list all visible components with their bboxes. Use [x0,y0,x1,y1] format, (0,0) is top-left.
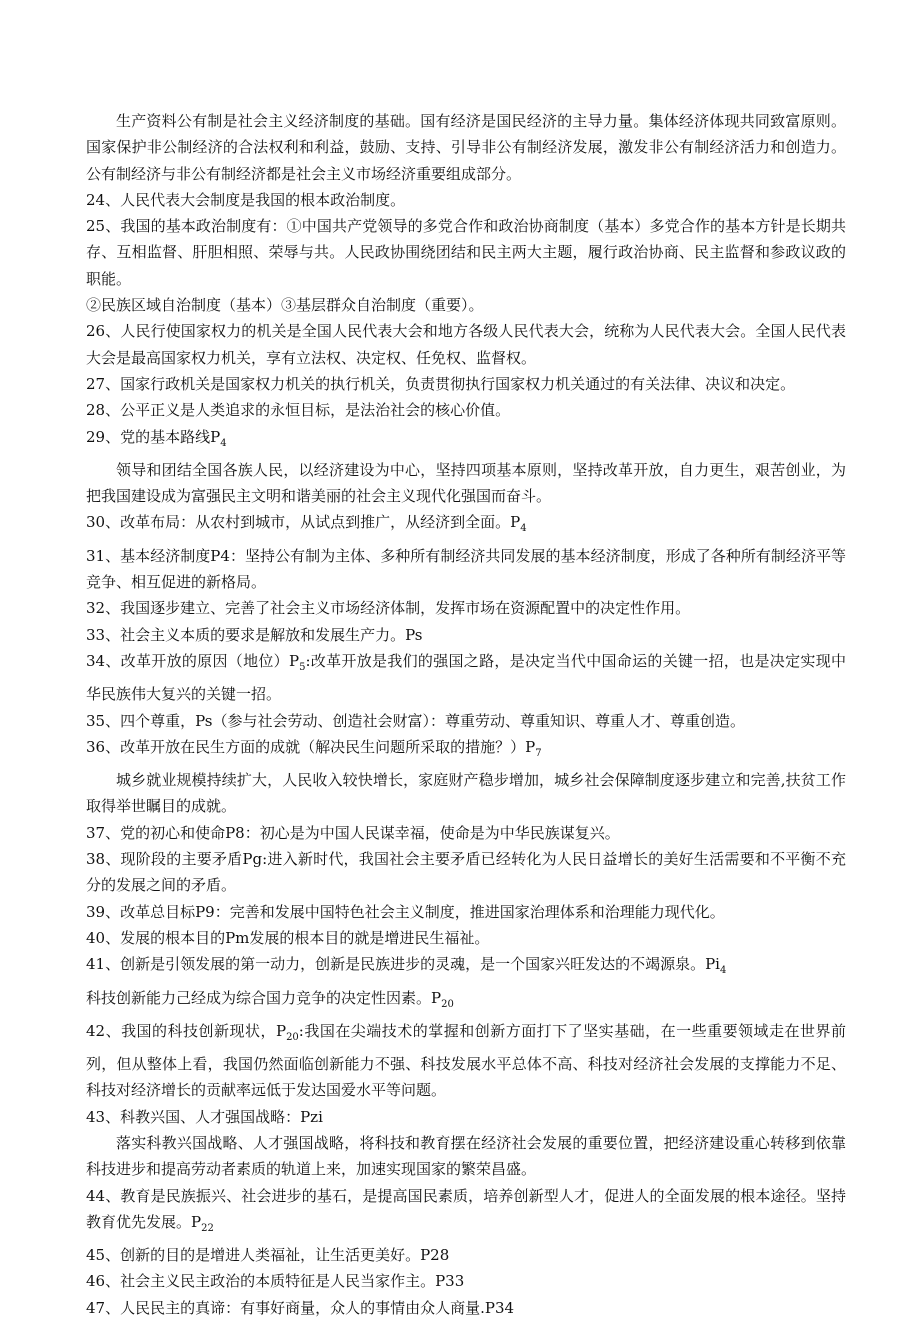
paragraph [86,397,846,423]
paragraph [86,648,846,708]
page-subscript: 4 [719,965,727,977]
paragraph [86,846,846,899]
paragraph-text: 27、国家行政机关是国家权力机关的执行机关，负责贯彻执行国家权力机关通过的有关法律、决议和决定。 [86,374,796,393]
paragraph-text: 34、改革开放的原因（地位）P [86,651,300,670]
paragraph-text: 24、人民代表大会制度是我国的根本政治制度。 [86,190,406,209]
paragraph-text: 40、发展的根本目的Pm发展的根本目的就是增进民生福祉。 [86,928,490,947]
paragraph [86,1130,846,1183]
paragraph [86,543,846,596]
page-subscript: 5 [299,661,306,673]
paragraph-text: 落实科教兴国战略、人才强国战略，将科技和教育摆在经济社会发展的重要位置，把经济建设重心转移到依靠科技进步和提高劳动者素质的轨道上来，加速实现国家的繁荣昌盛。 [86,1133,846,1179]
paragraph [86,899,846,925]
paragraph-text: 科技创新能力己经成为综合国力竞争的决定性因素。P [86,988,442,1007]
paragraph [86,187,846,213]
paragraph [86,925,846,951]
paragraph [86,108,846,187]
paragraph [86,457,846,510]
paragraph-text: 42、我国的科技创新现状，P [86,1021,287,1040]
paragraph-text: 31、基本经济制度P4：坚持公有制为主体、多种所有制经济共同发展的基本经济制度，形成了各种所有制经济平等竞争、相互促进的新格局。 [86,546,846,592]
paragraph [86,734,846,767]
page-subscript: 22 [201,1222,214,1234]
page-subscript: 4 [520,523,527,535]
paragraph [86,985,846,1018]
paragraph [86,595,846,621]
paragraph-text: 46、社会主义民主政治的本质特征是人民当家作主。P33 [86,1272,465,1291]
paragraph-text: 47、人民民主的真谛：有事好商量，众人的事情由众人商量.P34 [86,1298,515,1317]
paragraph [86,951,846,984]
paragraph-text: 41、创新是引领发展的第一动力，创新是民族进步的灵魂，是一个国家兴旺发达的不竭源泉。Pi [86,955,720,974]
paragraph [86,1104,846,1130]
paragraph-text: ②民族区域自治制度（基本）③基层群众自治制度（重要）。 [86,296,484,315]
paragraph [86,318,846,371]
paragraph-text: 45、创新的目的是增进人类福祉，让生活更美好。P28 [86,1246,450,1265]
paragraph [86,424,846,457]
paragraph-text: 44、教育是民族振兴、社会进步的基石，是提高国民素质，培养创新型人才，促进人的全面发展的根本途径。坚持教育优先发展。P [86,1186,846,1231]
paragraph-text: 35、四个尊重，Ps（参与社会劳动、创造社会财富）：尊重劳动、尊重知识、尊重人才、尊重创造。 [86,711,745,730]
document-body [86,108,846,1321]
paragraph [86,1183,846,1243]
paragraph-text: 43、科教兴国、人才强国战略：Pzi [86,1107,323,1126]
paragraph-text: 30、改革布局：从农村到城市，从试点到推广，从经济到全面。P [86,513,521,532]
page-subscript: 20 [441,998,454,1010]
page-subscript: 20 [286,1031,299,1043]
paragraph-text: 39、改革总目标P9：完善和发展中国特色社会主义制度，推进国家治理体系和治理能力现代化。 [86,902,725,921]
paragraph-text: 32、我国逐步建立、完善了社会主义市场经济体制，发挥市场在资源配置中的决定性作用。 [86,599,691,618]
paragraph [86,622,846,648]
paragraph-text: 领导和团结全国各族人民，以经济建设为中心，坚持四项基本原则，坚持改革开放，自力更生，艰苦创业，为把我国建设成为富强民主文明和谐美丽的社会主义现代化强国而奋斗。 [86,460,846,506]
paragraph [86,213,846,292]
paragraph [86,1018,846,1104]
paragraph-text: 37、党的初心和使命P8：初心是为中国人民谋幸福，使命是为中华民族谋复兴。 [86,823,620,842]
paragraph-text: 36、改革开放在民生方面的成就（解决民生问题所采取的措施？）P [86,737,536,756]
paragraph-text-continued: :改革开放是我们的强国之路，是决定当代中国命运的关键一招，也是决定实现中华民族伟大复兴的关键一招。 [86,651,846,704]
paragraph-text: 城乡就业规模持续扩大，人民收入较快增长，家庭财产稳步增加，城乡社会保障制度逐步建立和完善,扶贫工作取得举世瞩目的成就。 [86,771,846,816]
page-subscript: 7 [535,747,542,759]
paragraph-text: 33、社会主义本质的要求是解放和发展生产力。Ps [86,625,423,644]
paragraph [86,820,846,846]
paragraph-text: 生产资料公有制是社会主义经济制度的基础。国有经济是国民经济的主导力量。集体经济体现共同致富原则。国家保护非公制经济的合法权利和利益，鼓励、支持、引导非公有制经济发展，激发非公有制经济活力和创造力。公有制经济与非公有制经济都是社会主义市场经济重要组成部分。 [86,112,846,183]
paragraph-text: 25、我国的基本政治制度有：①中国共产党领导的多党合作和政治协商制度（基本）多党合作的基本方针是长期共存、互相监督、肝胆相照、荣辱与共。人民政协围绕团结和民主两大主题，履行政治协商、民主监督和参政议政的职能。 [86,217,846,288]
paragraph-text: 28、公平正义是人类追求的永恒目标，是法治社会的核心价值。 [86,401,511,420]
paragraph-text: 26、人民行使国家权力的机关是全国人民代表大会和地方各级人民代表大会，统称为人民代表大会。全国人民代表大会是最高国家权力机关，享有立法权、决定权、任免权、监督权。 [86,322,846,367]
paragraph-text: 38、现阶段的主要矛盾Pg:进入新时代，我国社会主要矛盾已经转化为人民日益增长的美好生活需要和不平衡不充分的发展之间的矛盾。 [86,850,846,895]
paragraph [86,708,846,734]
paragraph-text-continued: :我国在尖端技术的掌握和创新方面打下了坚实基础，在一些重要领域走在世界前列，但从整体上看，我国仍然面临创新能力不强、科技发展水平总体不高、科技对经济社会发展的支撑能力不足、科技对经济增长的贡献率远低于发达国爱水平等问题。 [86,1021,846,1100]
page-subscript: 4 [220,437,227,449]
paragraph [86,292,846,318]
paragraph [86,371,846,397]
paragraph [86,1242,846,1268]
paragraph [86,509,846,542]
paragraph [86,1295,846,1321]
paragraph [86,1268,846,1294]
paragraph [86,767,846,820]
paragraph-text: 29、党的基本路线P [86,427,221,446]
